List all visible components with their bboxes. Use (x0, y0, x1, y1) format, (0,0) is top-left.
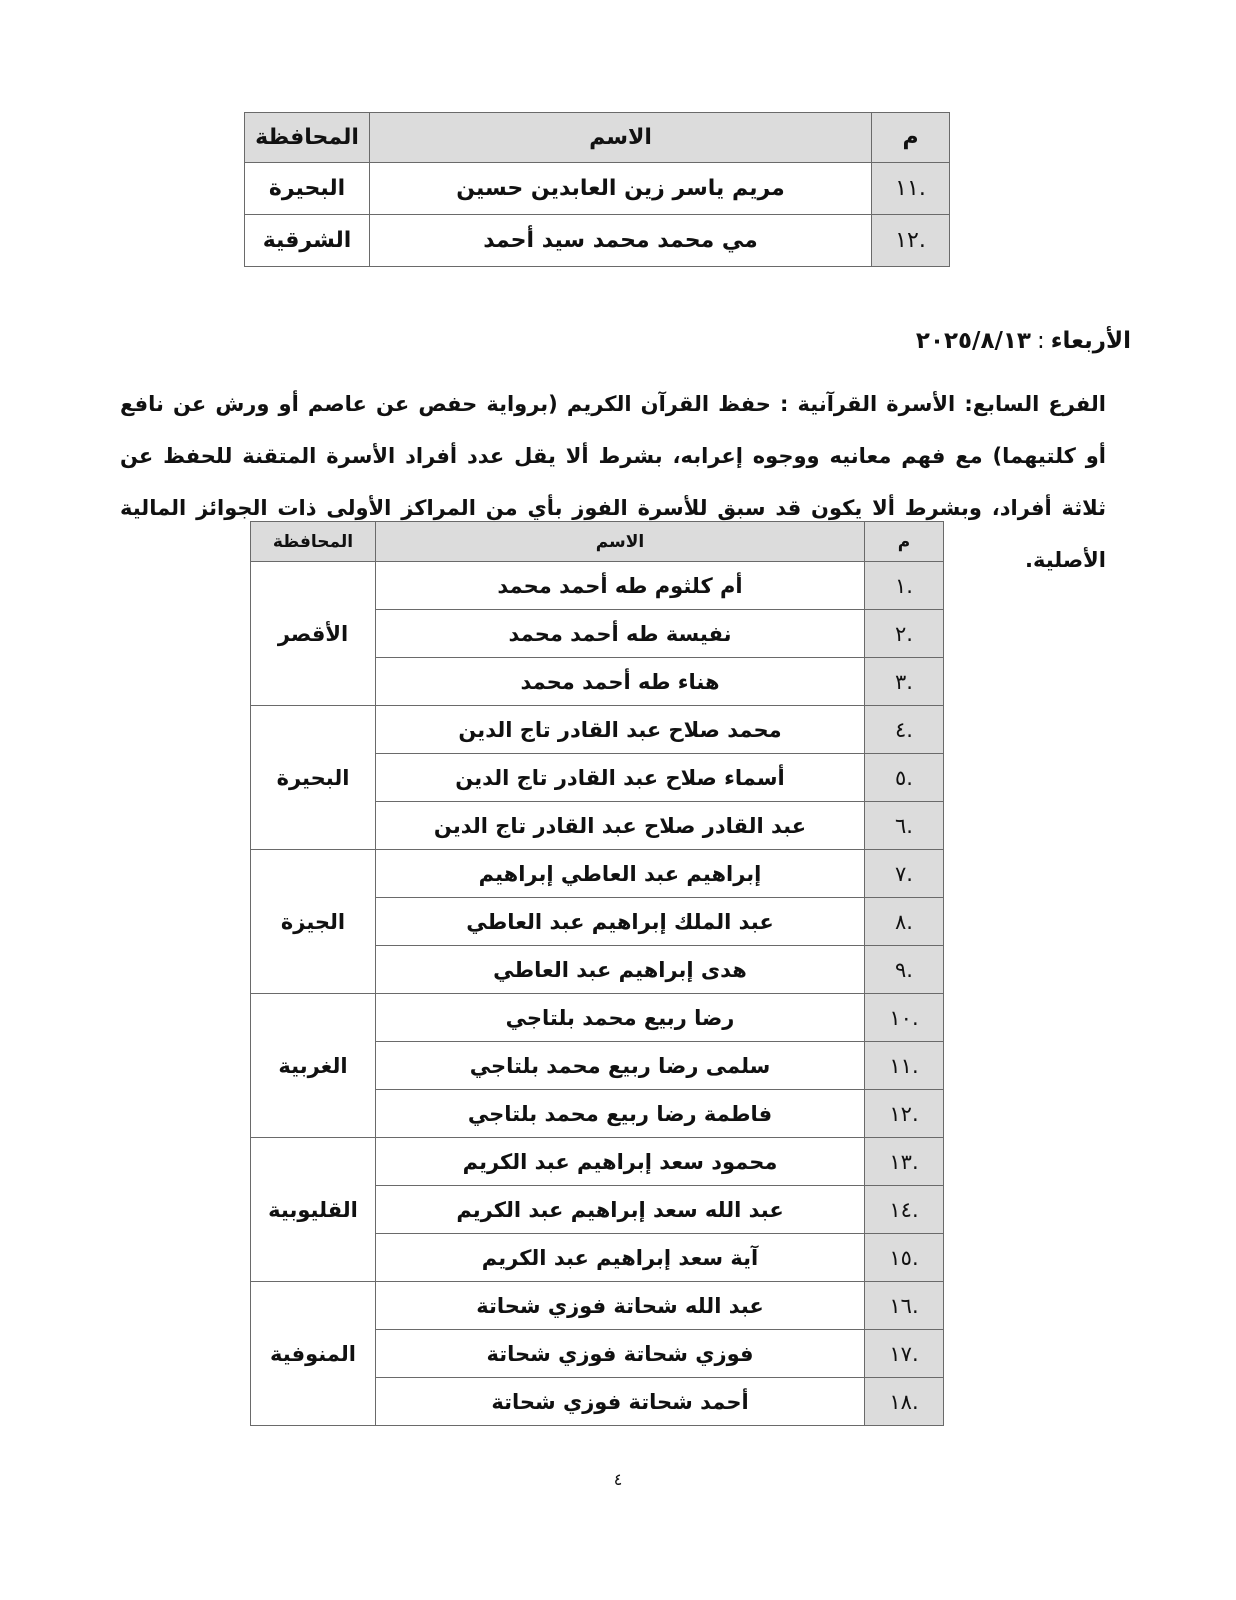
table-row (245, 163, 950, 215)
row-num: .١٧ (865, 1330, 944, 1378)
row-num: .١٠ (865, 994, 944, 1042)
row-num: .٤ (865, 706, 944, 754)
row-name: مي محمد محمد سيد أحمد (370, 215, 872, 267)
row-name: أحمد شحاتة فوزي شحاتة (376, 1378, 865, 1426)
row-num: .٩ (865, 946, 944, 994)
row-name: فوزي شحاتة فوزي شحاتة (376, 1330, 865, 1378)
row-name: أسماء صلاح عبد القادر تاج الدين (376, 754, 865, 802)
row-name: إبراهيم عبد العاطي إبراهيم (376, 850, 865, 898)
row-governorate: الشرقية (245, 215, 370, 267)
row-num: .١٥ (865, 1234, 944, 1282)
row-name: هناء طه أحمد محمد (376, 658, 865, 706)
row-name: عبد الله شحاتة فوزي شحاتة (376, 1282, 865, 1330)
table-row (245, 215, 950, 267)
row-name: مريم ياسر زين العابدين حسين (370, 163, 872, 215)
row-name: عبد القادر صلاح عبد القادر تاج الدين (376, 802, 865, 850)
table-body (251, 562, 944, 1426)
row-governorate: الجيزة (251, 850, 376, 994)
row-num: .٧ (865, 850, 944, 898)
row-num: .٢ (865, 610, 944, 658)
row-num: .١١ (872, 163, 950, 215)
row-governorate: القليوبية (251, 1138, 376, 1282)
date-separator: : (1036, 328, 1045, 354)
row-name: فاطمة رضا ربيع محمد بلتاجي (376, 1090, 865, 1138)
row-num: .٥ (865, 754, 944, 802)
header-num: م (865, 522, 944, 562)
row-num: .١٣ (865, 1138, 944, 1186)
row-name: عبد الله سعد إبراهيم عبد الكريم (376, 1186, 865, 1234)
row-num: .٦ (865, 802, 944, 850)
header-governorate: المحافظة (251, 522, 376, 562)
header-name: الاسم (376, 522, 865, 562)
date-value: ٢٠٢٥/٨/١٣ (915, 328, 1031, 354)
row-name: محمود سعد إبراهيم عبد الكريم (376, 1138, 865, 1186)
row-name: آية سعد إبراهيم عبد الكريم (376, 1234, 865, 1282)
row-num: .٣ (865, 658, 944, 706)
table-row (251, 562, 944, 610)
row-num: .١٦ (865, 1282, 944, 1330)
header-name: الاسم (370, 113, 872, 163)
table-row (251, 850, 944, 898)
branch-text: الأسرة القرآنية : حفظ القرآن الكريم (برواية حفص عن عاصم أو ورش عن نافع أو كلتيهما) مع فهم معانيه ووجوه إعرابه، بشرط ألا يقل عدد أفراد الأسرة المتقنة للحفظ عن ثلاثة أفراد، وبشرط ألا يكون قد سبق للأسرة الفوز بأي من المراكز الأولى ذات الجوائز المالية الأصلية. (120, 392, 1106, 572)
table-row (251, 1138, 944, 1186)
table-row (251, 994, 944, 1042)
row-name: محمد صلاح عبد القادر تاج الدين (376, 706, 865, 754)
row-name: رضا ربيع محمد بلتاجي (376, 994, 865, 1042)
page-number: ٤ (613, 1470, 623, 1489)
row-name: سلمى رضا ربيع محمد بلتاجي (376, 1042, 865, 1090)
row-num: .١٤ (865, 1186, 944, 1234)
row-governorate: البحيرة (245, 163, 370, 215)
family-winners-table (250, 521, 944, 1426)
row-num: .١١ (865, 1042, 944, 1090)
row-num: .٨ (865, 898, 944, 946)
day-label: الأربعاء (1050, 328, 1131, 354)
header-governorate: المحافظة (245, 113, 370, 163)
row-name: هدى إبراهيم عبد العاطي (376, 946, 865, 994)
row-name: نفيسة طه أحمد محمد (376, 610, 865, 658)
branch-label: الفرع السابع: (964, 392, 1107, 416)
table-row (251, 1282, 944, 1330)
table-header-row (251, 522, 944, 562)
row-num: .١٨ (865, 1378, 944, 1426)
date-line (916, 328, 1131, 354)
winners-table-continued (244, 112, 950, 267)
row-governorate: الغربية (251, 994, 376, 1138)
row-governorate: الأقصر (251, 562, 376, 706)
table-row (251, 706, 944, 754)
row-name: عبد الملك إبراهيم عبد العاطي (376, 898, 865, 946)
row-governorate: المنوفية (251, 1282, 376, 1426)
row-num: .١ (865, 562, 944, 610)
table-header-row (245, 113, 950, 163)
row-name: أم كلثوم طه أحمد محمد (376, 562, 865, 610)
row-num: .١٢ (865, 1090, 944, 1138)
header-num: م (872, 113, 950, 163)
row-num: .١٢ (872, 215, 950, 267)
row-governorate: البحيرة (251, 706, 376, 850)
